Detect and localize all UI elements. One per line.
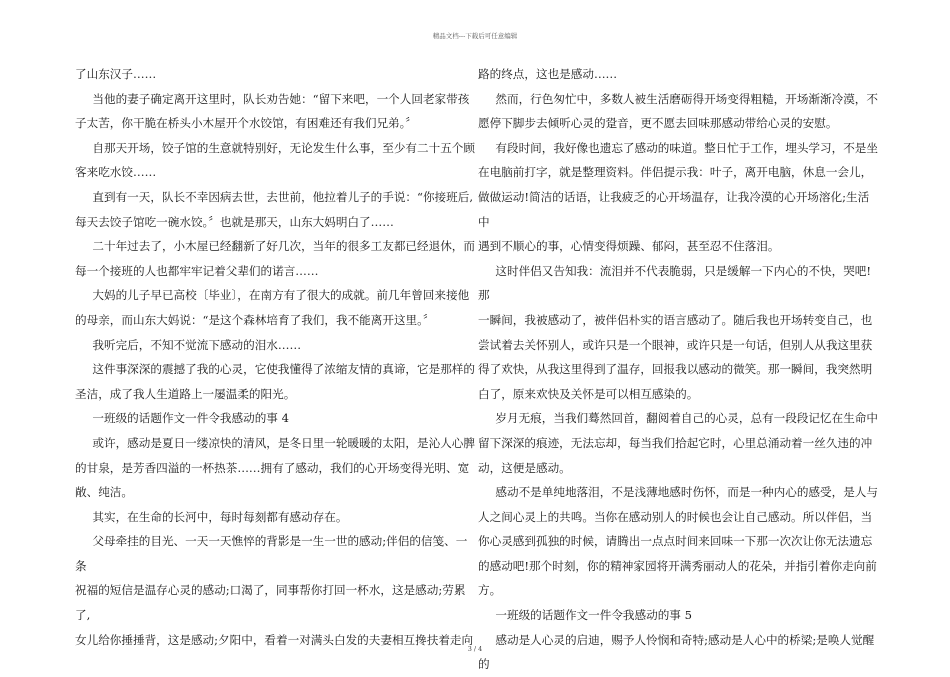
text-line: 其实，在生命的长河中，每时每刻都有感动存在。	[92, 509, 348, 524]
page-number: 3 / 4	[467, 645, 483, 653]
text-line: 圣洁，成了我人生道路上一屡温柔的阳光。	[75, 386, 296, 401]
text-line: 大妈的儿子早已高校〔毕业〕，在南方有了很大的成就。前几年曾回来接他	[92, 288, 470, 303]
text-line: 的甘泉，是芳香四溢的一杯热茶……拥有了感动，我们的心开场变得光明、宽	[75, 460, 470, 475]
text-line: 尝试着去关怀别人，或许只是一个眼神，或许只是一句话，但别人从我这里获	[478, 337, 873, 352]
text-line: 子太苦，你干脆在桥头小木屋开个水饺馆，有困难还有我们兄弟。〞	[75, 116, 418, 131]
text-line: 感动是人心灵的启迪，赐予人怜悯和奇特;感动是人心中的桥梁;是唤人觉醒的	[478, 632, 875, 672]
text-line: 岁月无痕，当我们蓦然回首，翻阅着自己的心灵，总有一段段记忆在生命中	[495, 411, 878, 426]
page-header: 精品文档---下载后可任意编辑	[432, 32, 518, 40]
text-line: 女儿给你捶捶背，这是感动;夕阳中，看着一对满头白发的夫妻相互搀扶着走向	[75, 632, 474, 647]
text-line: 动，这便是感动。	[478, 460, 571, 475]
text-line: 的母亲，而山东大妈说：“是这个森林培育了我们，我不能离开这里。〞	[75, 312, 435, 327]
text-line: 感动不是单纯地落泪，不是浅薄地感时伤怀，而是一种内心的感受，是人与	[495, 485, 878, 500]
text-line: 每天去饺子馆吃一碗水饺。〞也就是那天，山东大妈明白了……	[75, 214, 394, 229]
text-line: 自那天开场，饺子馆的生意就特别好，无论发生什么事，至少有二十五个顾	[92, 140, 475, 155]
text-line: 然而，行色匆忙中，多数人被生活磨砺得开场变得粗糙，开场渐渐冷漠，不	[495, 91, 878, 106]
text-line: 路的终点，这也是感动……	[478, 67, 618, 81]
text-line: 敞、纯洁。	[75, 485, 133, 500]
text-line: 你心灵感到孤独的时候，请腾出一点点时间来回味一下那一次次让你无法遗忘	[478, 534, 873, 549]
text-line: 在电脑前打字，就是整理资料。伴侣提示我：叶子，离开电脑，休息一会儿，	[478, 165, 873, 180]
text-line: 每一个接班的人也都牢牢记着父辈们的诺言……	[75, 263, 319, 278]
text-line: 人之间心灵上的共鸣。当你在感动别人的时候也会让自己感动。所以伴侣，当	[478, 509, 873, 524]
text-line: 有段时间，我好像也遗忘了感动的味道。整日忙于工作，埋头学习，不是坐	[495, 140, 878, 155]
text-line: 祝福的短信是温存心灵的感动;口渴了，同事帮你打回一杯水，这是感动;劳累了,	[75, 583, 466, 623]
text-line: 客来吃水饺……	[75, 165, 157, 180]
text-line: 这时伴侣又告知我：流泪并不代表脆弱，只是缓解一下内心的不快，哭吧!那	[478, 263, 872, 303]
text-line: 的感动吧!那个时刻，你的精神家园将开满秀丽动人的花朵，并指引着你走向前	[478, 558, 877, 573]
text-line: 愿停下脚步去倾听心灵的跫音，更不愿去回味那感动带给心灵的安慰。	[478, 116, 838, 131]
text-line: 我听完后，不知不觉流下感动的泪水……	[92, 337, 302, 352]
text-line: 一瞬间，我被感动了，被伴侣朴实的语言感动了。随后我也开场转变自己，也	[478, 312, 873, 327]
text-line: 二十年过去了，小木屋已经翻新了好几次，当年的很多工友都已经退休，而	[92, 239, 475, 254]
text-line: 一班级的话题作文一件令我感动的事 5	[495, 608, 692, 623]
text-line: 这件事深深的震撼了我的心灵，它使我懂得了浓缩友情的真谛，它是那样的	[92, 362, 475, 377]
text-line: 得了欢快，从我这里得到了温存，回报我以感动的微笑。那一瞬间，我突然明	[478, 362, 873, 377]
text-line: 父母牵挂的目光、一天一天憔悴的背影是一生一世的感动;伴侣的信笺、一条	[75, 534, 468, 573]
text-line: 一班级的话题作文一件令我感动的事 4	[92, 411, 289, 426]
text-line: 遇到不顺心的事，心情变得烦躁、郁闷，甚至忍不住落泪。	[478, 239, 780, 254]
text-line: 当他的妻子确定离开这里时，队长劝告她：“留下来吧，一个人回老家带孩	[92, 91, 470, 106]
text-line: 留下深深的痕迹，无法忘却，每当我们拾起它时，心里总涌动着一丝久违的冲	[478, 435, 873, 450]
text-line: 方。	[478, 583, 502, 598]
text-line: 或许，感动是夏日一缕凉快的清风，是冬日里一轮暖暖的太阳，是沁人心脾	[92, 435, 475, 450]
right-column	[478, 62, 880, 677]
text-line: 直到有一天，队长不幸因病去世，去世前，他拉着儿子的手说：“你接班后,	[92, 189, 474, 204]
text-line: 了山东汉子……	[75, 67, 157, 81]
text-line: 白了，原来欢快及关怀是可以相互感染的。	[478, 386, 699, 401]
left-column	[75, 62, 477, 652]
text-line: 做做运动!简洁的话语，让我疲乏的心开场温存，让我冷漠的心开场溶化;生活中	[478, 189, 870, 229]
